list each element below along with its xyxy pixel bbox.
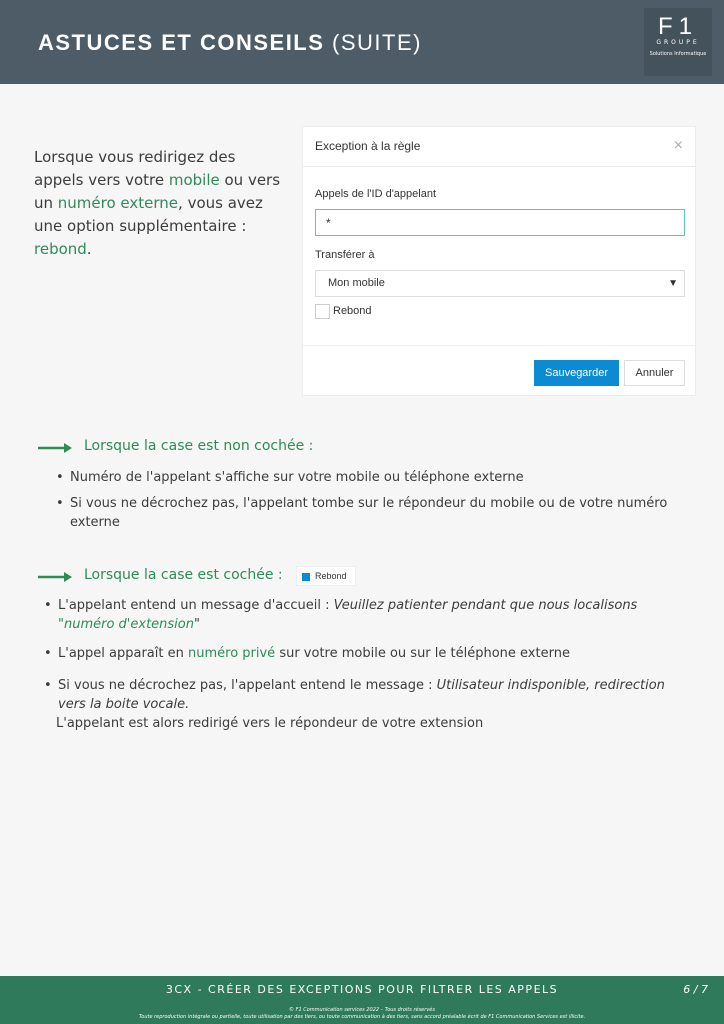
item2-private-number: numéro privé: [188, 646, 276, 661]
save-button[interactable]: Sauvegarder: [534, 360, 619, 386]
list-item-text: [58, 644, 570, 663]
intro-paragraph: [34, 146, 284, 261]
bullet-dot: •: [56, 496, 64, 511]
item2-text-2: sur votre mobile ou sur le téléphone externe: [275, 646, 570, 661]
caller-id-label: Appels de l'ID d'appelant: [315, 188, 437, 200]
bullet-dot: •: [44, 598, 52, 613]
dialog-footer: [303, 345, 695, 396]
logo-sub-text: GROUPE: [656, 39, 700, 46]
title-suffix: (SUITE): [332, 30, 422, 55]
company-logo: [644, 8, 712, 76]
list-item-text: [58, 596, 637, 615]
page-footer: [0, 976, 724, 1024]
checked-heading: Lorsque la case est cochée :: [84, 567, 283, 583]
arrow-right-icon: [38, 571, 72, 583]
intro-rebond: rebond: [34, 240, 87, 258]
arrow-right-icon: [38, 442, 72, 454]
transfer-select[interactable]: [315, 270, 685, 297]
mini-rebond-label: Rebond: [315, 571, 347, 581]
list-item-text-continued: externe: [70, 515, 120, 530]
transfer-label: Transférer à: [315, 249, 375, 261]
list-item-text-continued: [58, 615, 200, 634]
page-title: [38, 30, 422, 56]
caller-id-input[interactable]: [315, 209, 685, 236]
unchecked-list: [56, 468, 696, 538]
rebond-checkbox[interactable]: [315, 304, 330, 319]
item1-extension: "numéro d'extension: [58, 617, 194, 632]
transfer-select-value: Mon mobile: [328, 277, 385, 289]
list-item-text: Numéro de l'appelant s'affiche sur votre mobile ou téléphone externe: [70, 470, 524, 485]
bullet-dot: •: [56, 470, 64, 485]
intro-text-1: Lorsque vous redirigez des appels vers votre: [34, 148, 236, 189]
logo-tagline: Solutions Informatique: [649, 51, 707, 57]
chevron-down-icon: ▼: [668, 278, 678, 289]
bullet-dot: •: [44, 646, 52, 661]
footer-copyright: © F1 Communication services 2022 – Tous droits réservés: [289, 1007, 435, 1013]
intro-text-3: , vous avez une option supplémentaire :: [34, 194, 263, 235]
exception-dialog: [302, 126, 696, 396]
intro-text-4: .: [86, 240, 92, 258]
title-bold: ASTUCES ET CONSEILS: [38, 30, 325, 55]
cancel-button[interactable]: Annuler: [624, 360, 685, 386]
bullet-dot: •: [44, 678, 52, 693]
item3-text: Si vous ne décrochez pas, l'appelant entend le message :: [58, 678, 437, 693]
dialog-header: [303, 127, 695, 167]
page-number: 6 / 7: [683, 983, 708, 996]
footer-legal-notice: Toute reproduction intégrale ou partielle, toute utilisation par des tiers, ou toute communication à des tiers, sans accord préalable écrit de F1 Communication Services est illicite.: [138, 1014, 586, 1020]
logo-main-text: F1: [657, 13, 698, 40]
rebond-label: Rebond: [333, 305, 372, 317]
item1-quote: ": [193, 617, 200, 632]
item1-text: L'appelant entend un message d'accueil :: [58, 598, 334, 613]
checked-box-icon: [302, 573, 310, 581]
rebond-checked-example: [296, 566, 356, 586]
list-item-text: [58, 676, 665, 695]
item1-italic: Veuillez patienter pendant que nous localisons: [333, 598, 638, 613]
dialog-title: Exception à la règle: [315, 139, 421, 153]
intro-mobile: mobile: [168, 171, 220, 189]
list-item-text: Si vous ne décrochez pas, l'appelant tombe sur le répondeur du mobile ou de votre numéro: [70, 496, 668, 511]
footer-title: 3CX - CRÉER DES EXCEPTIONS POUR FILTRER LES APPELS: [165, 983, 559, 996]
intro-external-number: numéro externe: [57, 194, 179, 212]
item2-text-1: L'appel apparaît en: [58, 646, 188, 661]
item3-italic: Utilisateur indisponible, redirection: [436, 678, 665, 693]
item3-italic-continued: vers la boite vocale.: [58, 697, 190, 712]
close-icon[interactable]: ×: [673, 137, 683, 154]
unchecked-heading: Lorsque la case est non cochée :: [84, 438, 314, 454]
list-item-text-continued: [58, 695, 189, 714]
item3-followup: L'appelant est alors redirigé vers le répondeur de votre extension: [56, 716, 484, 731]
checked-list: [44, 596, 684, 736]
intro-text-2: ou vers un: [34, 171, 281, 212]
page-header: [0, 0, 724, 84]
